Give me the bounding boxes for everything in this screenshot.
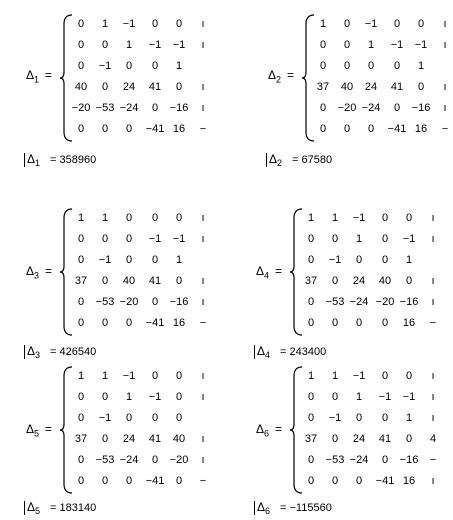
matrix-cell: 1 — [101, 212, 109, 224]
matrix-cell: 0 — [151, 254, 159, 266]
matrix-cell: 40 — [122, 275, 136, 287]
matrix-index: 5 — [35, 506, 41, 517]
matrix-cell: −41 — [145, 317, 165, 329]
matrix-cell: −1 — [352, 212, 366, 224]
matrix-cell: 1 — [125, 39, 133, 51]
matrix-cell: 37 — [74, 433, 88, 445]
matrix-cell: 40 — [172, 433, 186, 445]
matrix-cell: −20 — [119, 296, 139, 308]
matrix-cell: 0 — [77, 18, 85, 30]
matrix-symbol: Δ — [27, 344, 36, 358]
matrix-symbol: Δ — [27, 152, 36, 166]
matrix-cell: 0 — [125, 254, 133, 266]
matrix-cell: −1 — [352, 370, 366, 382]
matrix-cell: ı — [201, 296, 205, 308]
matrix-cell: 1 — [101, 370, 109, 382]
matrix-cell: 0 — [307, 233, 315, 245]
matrix-cell: ı — [443, 102, 447, 114]
matrix-cell: 0 — [331, 475, 339, 487]
matrix-cell: −1 — [148, 233, 162, 245]
matrix-cell: 1 — [77, 370, 85, 382]
matrix-cell: 0 — [405, 370, 413, 382]
matrix-cell: −1 — [122, 370, 136, 382]
matrix-cell: 16 — [172, 123, 186, 135]
equals-sign: = — [45, 264, 53, 278]
matrix-cell: 0 — [151, 102, 159, 114]
matrix-cell: 0 — [125, 233, 133, 245]
matrix-cell: 41 — [378, 433, 392, 445]
matrix-cell: ı — [201, 433, 205, 445]
matrix-label-2 — [268, 68, 294, 84]
matrix-cell: 0 — [307, 391, 315, 403]
matrix-cell: 0 — [101, 39, 109, 51]
matrix-cell: 0 — [125, 317, 133, 329]
matrix-cell: −41 — [145, 123, 165, 135]
matrix-cell: −16 — [399, 454, 419, 466]
matrix-cell: −24 — [361, 102, 381, 114]
matrix-cell: 0 — [151, 412, 159, 424]
matrix-cell: 0 — [355, 254, 363, 266]
matrix-cell: 24 — [352, 275, 366, 287]
matrix-4 — [290, 208, 450, 336]
matrix-cell: 0 — [125, 475, 133, 487]
matrix-cell: 16 — [414, 123, 428, 135]
matrix-cell: 0 — [101, 123, 109, 135]
matrix-index: 3 — [35, 350, 41, 361]
matrix-index: 2 — [277, 158, 283, 169]
matrix-cell: 0 — [151, 370, 159, 382]
matrix-cell: 0 — [355, 412, 363, 424]
matrix-cell: − — [429, 454, 437, 466]
determinant-value: = −115560 — [280, 502, 332, 514]
matrix-cell: 0 — [101, 433, 109, 445]
matrix-cell: ı — [431, 475, 435, 487]
matrix-symbol: Δ — [257, 500, 266, 514]
matrix-cell: 0 — [175, 212, 183, 224]
matrix-cell: 37 — [304, 275, 318, 287]
matrix-symbol: Δ — [256, 422, 265, 436]
matrix-cell: 0 — [77, 254, 85, 266]
matrix-cell: 0 — [175, 412, 183, 424]
matrix-cell: −20 — [337, 102, 357, 114]
matrix-cell: ı — [431, 212, 435, 224]
matrix-cell: −24 — [119, 102, 139, 114]
matrix-cell: 0 — [307, 412, 315, 424]
matrix-cell: −1 — [402, 233, 416, 245]
matrix-cell: − — [199, 123, 207, 135]
equals-sign: = — [287, 68, 295, 82]
matrix-cell: −20 — [71, 102, 91, 114]
matrix-cell: 0 — [355, 475, 363, 487]
matrix-cell: −1 — [98, 60, 112, 72]
matrix-cell: 1 — [355, 233, 363, 245]
matrix-symbol: Δ — [26, 264, 35, 278]
matrix-cell: 0 — [175, 18, 183, 30]
matrix-cell: 37 — [74, 275, 88, 287]
matrix-cell: 0 — [151, 18, 159, 30]
matrix-cell: 0 — [175, 275, 183, 287]
matrix-2 — [302, 14, 453, 142]
abs-bar — [24, 345, 25, 359]
matrix-cell: ı — [443, 18, 447, 30]
matrix-cell: −1 — [172, 39, 186, 51]
matrix-cell: 0 — [331, 391, 339, 403]
matrix-cell: 0 — [393, 102, 401, 114]
matrix-cell: ı — [431, 370, 435, 382]
matrix-cell: 0 — [175, 370, 183, 382]
matrix-cell: 0 — [405, 212, 413, 224]
matrix-cell: 0 — [77, 391, 85, 403]
matrix-cell: −53 — [325, 296, 345, 308]
matrix-cell: −24 — [349, 296, 369, 308]
matrix-cell: 1 — [175, 254, 183, 266]
matrix-cell: −53 — [95, 296, 115, 308]
matrix-symbol: Δ — [269, 152, 278, 166]
matrix-cell: 0 — [405, 433, 413, 445]
abs-bar — [266, 153, 267, 167]
matrix-cell: −41 — [145, 475, 165, 487]
matrix-cell: 0 — [343, 18, 351, 30]
matrix-cell: 1 — [319, 18, 327, 30]
matrix-cell: 0 — [77, 475, 85, 487]
matrix-cell: 0 — [417, 81, 425, 93]
matrix-cell: 0 — [77, 39, 85, 51]
matrix-cell: 0 — [381, 454, 389, 466]
matrix-symbol: Δ — [26, 422, 35, 436]
matrix-cell: 0 — [343, 60, 351, 72]
matrix-1 — [60, 14, 220, 142]
matrix-cell: 0 — [175, 391, 183, 403]
matrix-cell: −16 — [411, 102, 431, 114]
matrix-cell: ı — [201, 18, 205, 30]
matrix-cell: 0 — [331, 275, 339, 287]
abs-bar — [254, 501, 255, 515]
matrix-cell: − — [199, 475, 207, 487]
matrix-cell: 0 — [101, 317, 109, 329]
matrix-cell: 1 — [77, 212, 85, 224]
matrix-label-6 — [256, 422, 282, 438]
matrix-cell: −1 — [378, 391, 392, 403]
matrix-cell: 0 — [101, 475, 109, 487]
matrix-cell: ı — [431, 412, 435, 424]
determinant-result-3 — [24, 344, 96, 360]
matrix-label-5 — [26, 422, 52, 438]
matrix-cell: 0 — [151, 60, 159, 72]
matrix-cell: −41 — [375, 475, 395, 487]
matrix-index: 1 — [34, 74, 40, 85]
matrix-cell: 1 — [405, 254, 413, 266]
abs-bar — [24, 501, 25, 515]
matrix-cell: 1 — [101, 18, 109, 30]
matrix-cell: −20 — [169, 454, 189, 466]
matrix-index: 5 — [34, 428, 40, 439]
matrix-cell: 4 — [429, 433, 437, 445]
matrix-cell: − — [441, 123, 449, 135]
determinant-value: = 67580 — [292, 154, 333, 166]
matrix-index: 1 — [35, 158, 41, 169]
matrix-cell: 0 — [381, 370, 389, 382]
matrix-cell: ı — [201, 391, 205, 403]
matrix-cell: 0 — [355, 317, 363, 329]
equals-sign: = — [45, 68, 53, 82]
matrix-cell: 0 — [319, 102, 327, 114]
abs-bar — [24, 153, 25, 167]
matrix-cell: 1 — [125, 391, 133, 403]
matrix-index: 6 — [265, 506, 271, 517]
matrix-cell: −1 — [390, 39, 404, 51]
matrix-cell: 0 — [77, 233, 85, 245]
matrix-cell: 0 — [319, 123, 327, 135]
matrix-cell: 0 — [125, 212, 133, 224]
matrix-cell: 0 — [151, 454, 159, 466]
matrix-cell: 0 — [77, 123, 85, 135]
matrix-cell: 0 — [77, 296, 85, 308]
determinant-value: = 183140 — [50, 502, 97, 514]
matrix-cell: 0 — [125, 60, 133, 72]
matrix-index: 3 — [34, 270, 40, 281]
matrix-cell: 0 — [417, 18, 425, 30]
matrix-cell: 0 — [307, 317, 315, 329]
matrix-cell: 0 — [343, 123, 351, 135]
matrix-cell: 0 — [77, 412, 85, 424]
matrix-cell: 40 — [340, 81, 354, 93]
matrix-cell: 0 — [381, 233, 389, 245]
matrix-cell: 0 — [101, 391, 109, 403]
determinant-result-2 — [266, 152, 332, 168]
matrix-cell: −20 — [375, 296, 395, 308]
matrix-cell: 0 — [393, 60, 401, 72]
matrix-cell: 0 — [405, 275, 413, 287]
matrix-cell: −1 — [98, 254, 112, 266]
matrix-cell: 0 — [307, 296, 315, 308]
matrix-cell: 0 — [381, 212, 389, 224]
matrix-cell: 0 — [77, 60, 85, 72]
matrix-index: 2 — [276, 74, 282, 85]
matrix-cell: 0 — [77, 317, 85, 329]
matrix-cell: 0 — [343, 39, 351, 51]
matrix-cell: 24 — [364, 81, 378, 93]
matrix-cell: 0 — [175, 475, 183, 487]
matrix-cell: −16 — [399, 296, 419, 308]
matrix-cell: −53 — [95, 102, 115, 114]
matrix-cell: −1 — [122, 18, 136, 30]
matrix-cell: ı — [431, 275, 435, 287]
matrix-index: 4 — [264, 270, 270, 281]
matrix-cell: 0 — [101, 275, 109, 287]
matrix-cell: 41 — [148, 433, 162, 445]
matrix-symbol: Δ — [256, 264, 265, 278]
matrix-cell: −1 — [148, 39, 162, 51]
matrix-cell: ı — [201, 39, 205, 51]
matrix-cell: 0 — [381, 412, 389, 424]
matrix-cell: ı — [201, 102, 205, 114]
matrix-cell: −53 — [95, 454, 115, 466]
matrix-cell: 0 — [307, 254, 315, 266]
determinant-result-5 — [24, 500, 96, 516]
matrix-cell: −1 — [148, 391, 162, 403]
matrix-cell: 1 — [355, 391, 363, 403]
equals-sign: = — [275, 264, 283, 278]
matrix-cell: 0 — [381, 254, 389, 266]
matrix-cell: 0 — [151, 212, 159, 224]
matrix-cell: 0 — [77, 454, 85, 466]
determinant-result-6 — [254, 500, 332, 516]
matrix-cell: ı — [431, 296, 435, 308]
matrix-5 — [60, 366, 220, 494]
matrix-index: 6 — [264, 428, 270, 439]
matrix-cell: 16 — [402, 317, 416, 329]
matrix-cell: 0 — [125, 412, 133, 424]
equals-sign: = — [45, 422, 53, 436]
matrix-cell: 1 — [331, 370, 339, 382]
matrix-symbol: Δ — [27, 500, 36, 514]
abs-bar — [254, 345, 255, 359]
matrix-label-1 — [26, 68, 52, 84]
matrix-cell: 1 — [175, 60, 183, 72]
matrix-cell: ı — [201, 81, 205, 93]
matrix-cell: 0 — [319, 39, 327, 51]
matrix-cell: 0 — [331, 433, 339, 445]
matrix-cell: −53 — [325, 454, 345, 466]
matrix-cell: 41 — [390, 81, 404, 93]
matrix-cell: 40 — [378, 275, 392, 287]
matrix-symbol: Δ — [257, 344, 266, 358]
matrix-cell: 1 — [307, 370, 315, 382]
matrix-cell: 16 — [402, 475, 416, 487]
matrix-cell: ı — [201, 233, 205, 245]
matrix-6 — [290, 366, 450, 494]
matrix-cell: 0 — [331, 317, 339, 329]
matrix-cell: 1 — [405, 412, 413, 424]
determinant-result-4 — [254, 344, 326, 360]
matrix-cell: 1 — [417, 60, 425, 72]
matrix-cell: 0 — [101, 233, 109, 245]
matrix-cell: 0 — [101, 81, 109, 93]
matrix-cell: 0 — [367, 60, 375, 72]
matrix-cell: 24 — [122, 433, 136, 445]
matrix-cell: ı — [431, 233, 435, 245]
matrix-cell: 37 — [316, 81, 330, 93]
matrix-cell: −16 — [169, 102, 189, 114]
matrix-cell: −41 — [387, 123, 407, 135]
equals-sign: = — [275, 422, 283, 436]
matrix-cell: 24 — [122, 81, 136, 93]
matrix-cell: 0 — [319, 60, 327, 72]
matrix-cell: −16 — [169, 296, 189, 308]
matrix-cell: 1 — [331, 212, 339, 224]
matrix-cell: 24 — [352, 433, 366, 445]
matrix-cell: 0 — [307, 454, 315, 466]
matrix-cell: −1 — [172, 233, 186, 245]
matrix-cell: 1 — [307, 212, 315, 224]
determinant-result-1 — [24, 152, 96, 168]
matrix-cell: 0 — [151, 296, 159, 308]
matrix-symbol: Δ — [26, 68, 35, 82]
matrix-cell: 0 — [331, 233, 339, 245]
matrix-cell: 16 — [172, 317, 186, 329]
matrix-cell: −1 — [98, 412, 112, 424]
matrix-cell: − — [199, 317, 207, 329]
matrix-cell: 0 — [125, 123, 133, 135]
matrix-cell: −1 — [328, 412, 342, 424]
matrix-cell: 41 — [148, 81, 162, 93]
matrix-cell: 0 — [393, 18, 401, 30]
matrix-cell: ı — [201, 275, 205, 287]
matrix-cell: 1 — [367, 39, 375, 51]
matrix-cell: 37 — [304, 433, 318, 445]
matrix-index: 4 — [265, 350, 271, 361]
matrix-cell: 41 — [148, 275, 162, 287]
matrix-cell: −1 — [414, 39, 428, 51]
determinant-value: = 426540 — [50, 346, 97, 358]
matrix-label-3 — [26, 264, 52, 280]
matrix-cell: 0 — [175, 81, 183, 93]
matrix-cell: 0 — [381, 317, 389, 329]
matrix-cell: ı — [201, 454, 205, 466]
matrix-cell: −1 — [364, 18, 378, 30]
matrix-cell: ı — [443, 81, 447, 93]
matrix-cell: ı — [201, 370, 205, 382]
matrix-3 — [60, 208, 220, 336]
matrix-cell: 0 — [367, 123, 375, 135]
matrix-cell: 40 — [74, 81, 88, 93]
matrix-cell: −24 — [119, 454, 139, 466]
matrix-cell: ı — [201, 212, 205, 224]
matrix-cell: −1 — [328, 254, 342, 266]
matrix-cell: − — [429, 317, 437, 329]
matrix-cell: −24 — [349, 454, 369, 466]
matrix-cell: −1 — [402, 391, 416, 403]
matrix-cell: 0 — [307, 475, 315, 487]
determinant-value: = 358960 — [50, 154, 97, 166]
matrix-cell: ı — [443, 39, 447, 51]
matrix-label-4 — [256, 264, 282, 280]
determinant-value: = 243400 — [280, 346, 327, 358]
matrix-cell: ı — [431, 391, 435, 403]
matrix-symbol: Δ — [268, 68, 277, 82]
